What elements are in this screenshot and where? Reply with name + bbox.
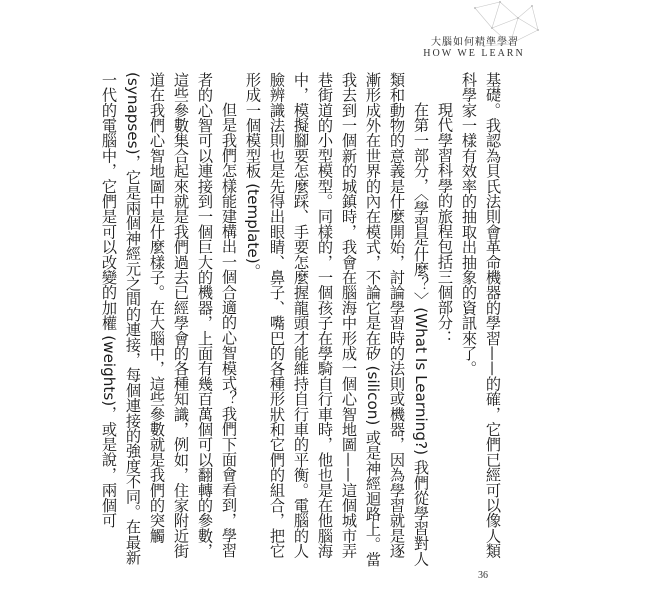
paragraph: 現代學習科學的旅程包括三個部分： [436, 102, 454, 346]
page-number: 36 [478, 570, 488, 581]
running-header-title: 大腦如何精準學習 [431, 37, 519, 48]
paragraph: 基礎。我認為貝氏法則會革命機器的學習——的確，它們已經可以像人類科學家一樣有效率的抽取出抽象的資訊來了。 [460, 72, 502, 559]
paragraph: 在第一部分，〈學習是什麼？〉(What Is Learning?) 我們從學習對人類和動物的意義是什麼開始，討論學習時的法則或機器，因為學習就是逐漸形成外在世界的內在模式，不論它是在矽 (silicon) 或是神經迴路上。當我去到一個新的城鎮時，我會在腦海中形成一個心智地圖——這個城市弄巷街道的小型模型。同樣的，一個孩子在學騎自行車時，他也是在他腦海中，模擬腳要怎麼踩、手要怎麼握龍頭才能維持自行車的平衡。電腦的人臉辨識法則也是先得出眼睛、鼻子、嘴巴的各種形狀和它們的組合，把它形成一個模型板 (template)。 [244, 72, 430, 567]
vertical-body-text [100, 72, 505, 572]
paragraph: 但是我們怎樣能建構出一個合適的心智模式？我們下面會看到，學習者的心智可以連接到一個巨大的機器，上面有幾百萬個可以翻轉的參數，這些參數集合起來就是我們過去已經學會的各種知識，例如，住家附近街道在我們心智地圖中是什麼樣子。在大腦中，這些參數就是我們的突觸 (synapses)，它是兩個神經元之間的連接，每個連接的強度不同。在最新一代的電腦中，它們是可以改變的加權 (weights)，或是說，兩個可 [100, 72, 238, 565]
running-header-subtitle: HOW WE LEARN [423, 48, 525, 59]
